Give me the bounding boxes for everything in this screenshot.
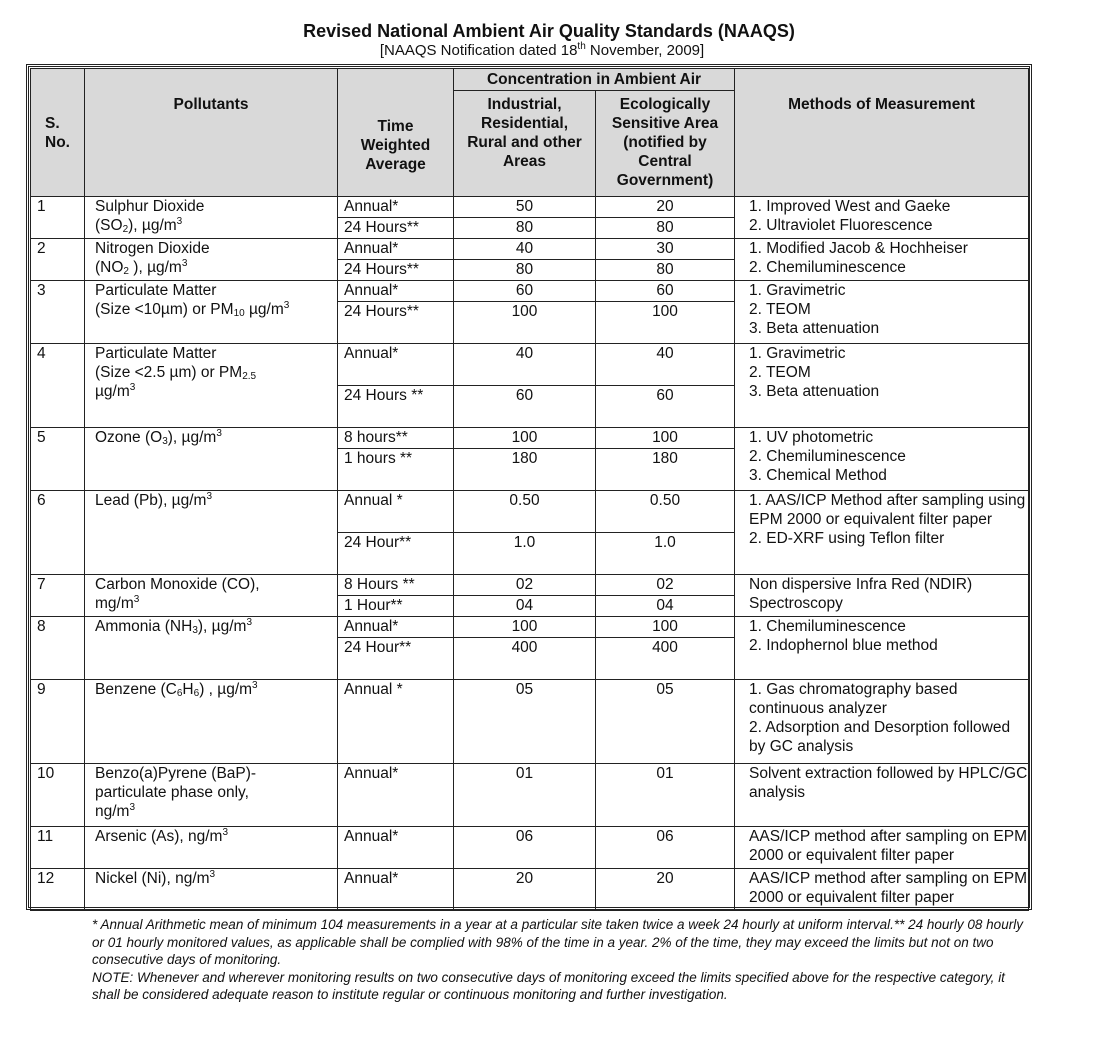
industrial-limit: 100 (454, 302, 596, 344)
time-weighted-average: 8 Hours ** (338, 575, 454, 596)
industrial-limit: 400 (454, 638, 596, 680)
time-weighted-average: 24 Hours** (338, 260, 454, 281)
pollutant-name-post: ), µg/m (167, 429, 217, 446)
method-item: 2. TEOM (749, 301, 811, 318)
time-weighted-average: 24 Hour** (338, 533, 454, 575)
ecological-limit: 20 (596, 869, 735, 911)
pollutant-name (85, 827, 338, 869)
pollutant-line2-sub: 10 (233, 308, 245, 319)
serial-number: 6 (31, 491, 85, 575)
pollutant-name (85, 764, 338, 827)
pollutant-name (85, 575, 338, 617)
table-row (31, 344, 1029, 386)
methods-list (745, 239, 1028, 277)
pollutant-name: Carbon Monoxide (CO), (95, 576, 260, 593)
industrial-limit: 02 (454, 575, 596, 596)
method-item: 2. ED-XRF using Teflon filter (749, 530, 945, 547)
method-item: 2. Adsorption and Desorption followed by GC analysis (749, 719, 1011, 755)
industrial-limit: 180 (454, 449, 596, 491)
table-row (31, 239, 1029, 260)
pollutant-name-pre: Lead (Pb), µg/m (95, 492, 207, 509)
table-row (31, 827, 1029, 869)
industrial-limit: 60 (454, 386, 596, 428)
pollutant-unit-sup: 3 (222, 827, 229, 838)
measurement-methods (735, 491, 1029, 575)
header-pollutants: Pollutants (85, 69, 338, 197)
serial-number: 2 (31, 239, 85, 281)
pollutant-unit-sup: 3 (133, 594, 140, 605)
pollutant-name-mid: H (182, 681, 194, 698)
method-item: AAS/ICP method after sampling on EPM 2000 or equivalent filter paper (749, 870, 1028, 906)
serial-number: 7 (31, 575, 85, 617)
pollutant-name-pre: Nickel (Ni), ng/m (95, 870, 210, 887)
table-row (31, 617, 1029, 638)
table-row (31, 575, 1029, 596)
time-weighted-average: Annual* (338, 827, 454, 869)
pollutant-line3-pre: ng/m (95, 803, 130, 820)
methods-list (745, 575, 1028, 613)
measurement-methods (735, 344, 1029, 428)
method-item: 1. Gravimetric (749, 282, 846, 299)
pollutant-name-pre: Benzene (C (95, 681, 177, 698)
pollutant-formula-post: ), µg/m (128, 259, 182, 276)
pollutant-name (85, 239, 338, 281)
time-weighted-average: 24 Hour** (338, 638, 454, 680)
pollutant-unit-sup: 3 (283, 300, 290, 311)
subtitle-pre: [NAAQS Notification dated 18 (379, 42, 578, 59)
ecological-limit: 180 (596, 449, 735, 491)
measurement-methods (735, 197, 1029, 239)
ecological-limit: 100 (596, 302, 735, 344)
industrial-limit: 04 (454, 596, 596, 617)
subtitle-sup: th (577, 41, 586, 52)
method-item: 1. Chemiluminescence (749, 618, 906, 635)
method-item: AAS/ICP method after sampling on EPM 2000 or equivalent filter paper (749, 828, 1028, 864)
industrial-limit: 05 (454, 680, 596, 764)
time-weighted-average: Annual* (338, 869, 454, 911)
pollutant-name: Sulphur Dioxide (95, 198, 205, 215)
time-weighted-average: 8 hours** (338, 428, 454, 449)
methods-list (745, 827, 1028, 865)
time-weighted-average: Annual* (338, 764, 454, 827)
measurement-methods (735, 617, 1029, 680)
pollutant-line2-pre: particulate phase only, (95, 784, 249, 801)
pollutant-line3-pre: µg/m (95, 383, 130, 400)
measurement-methods (735, 575, 1029, 617)
ecological-limit: 02 (596, 575, 735, 596)
table-row (31, 428, 1029, 449)
time-weighted-average: 24 Hours** (338, 218, 454, 239)
time-weighted-average: Annual* (338, 344, 454, 386)
ecological-limit: 60 (596, 281, 735, 302)
pollutant-unit-sup: 3 (246, 617, 252, 628)
pollutant-name: Particulate Matter (95, 282, 217, 299)
subtitle-post: November, 2009] (585, 42, 705, 59)
industrial-limit: 40 (454, 344, 596, 386)
pollutant-name (85, 281, 338, 344)
industrial-limit: 01 (454, 764, 596, 827)
pollutant-name-post: ), µg/m (197, 618, 247, 635)
method-item: 2. Ultraviolet Fluorescence (749, 217, 933, 234)
ecological-limit: 100 (596, 617, 735, 638)
pollutant-name (85, 344, 338, 428)
header-ecological: Ecologically Sensitive Area (notified by Central Government) (596, 91, 735, 197)
pollutant-formula-post: ), µg/m (128, 217, 177, 234)
pollutant-name: Benzo(a)Pyrene (BaP)- (95, 765, 257, 782)
pollutant-formula-pre: (NO (95, 259, 124, 276)
pollutant-name-pre: Arsenic (As), ng/m (95, 828, 223, 845)
methods-list (745, 428, 1028, 485)
time-weighted-average: Annual* (338, 239, 454, 260)
pollutant-name (85, 869, 338, 911)
time-weighted-average: Annual * (338, 680, 454, 764)
ecological-limit: 01 (596, 764, 735, 827)
serial-number: 3 (31, 281, 85, 344)
method-item: 3. Beta attenuation (749, 383, 880, 400)
footnotes (92, 916, 1032, 1004)
method-item: 2. Chemiluminescence (749, 259, 906, 276)
methods-list (745, 680, 1028, 756)
time-weighted-average: Annual* (338, 197, 454, 218)
pollutant-name-sub: 3 (162, 436, 168, 447)
notification-subtitle (0, 42, 1084, 60)
industrial-limit: 50 (454, 197, 596, 218)
pollutant-name (85, 680, 338, 764)
methods-list (745, 344, 1028, 401)
pollutant-line2-post: µg/m (244, 301, 284, 318)
table-row (31, 281, 1029, 302)
time-weighted-average: 1 Hour** (338, 596, 454, 617)
time-weighted-average: Annual* (338, 617, 454, 638)
industrial-limit: 60 (454, 281, 596, 302)
pollutant-name-pre: Ammonia (NH (95, 618, 193, 635)
methods-list (745, 197, 1028, 235)
pollutant-line2-sub: 2.5 (242, 371, 257, 382)
header-concentration: Concentration in Ambient Air (454, 69, 735, 91)
methods-list (745, 281, 1028, 338)
pollutant-name (85, 617, 338, 680)
methods-list (745, 764, 1028, 802)
ecological-limit: 05 (596, 680, 735, 764)
methods-list (745, 869, 1028, 907)
measurement-methods (735, 764, 1029, 827)
method-item: 2. TEOM (749, 364, 811, 381)
pollutant-name: Nitrogen Dioxide (95, 240, 210, 257)
industrial-limit: 100 (454, 428, 596, 449)
industrial-limit: 100 (454, 617, 596, 638)
pollutant-name: Particulate Matter (95, 345, 217, 362)
pollutant-unit-sup: 3 (216, 428, 222, 439)
pollutant-unit-sup: 3 (176, 216, 183, 227)
measurement-methods (735, 827, 1029, 869)
table-row (31, 764, 1029, 827)
header-methods: Methods of Measurement (735, 69, 1029, 197)
pollutant-unit-sup: 3 (129, 382, 136, 393)
table-row (31, 491, 1029, 533)
table-row (31, 869, 1029, 911)
ecological-limit: 06 (596, 827, 735, 869)
method-item: 1. UV photometric (749, 429, 874, 446)
pollutant-unit-sup: 3 (252, 680, 258, 691)
method-item: 1. Modified Jacob & Hochheiser (749, 240, 968, 257)
industrial-limit: 80 (454, 260, 596, 281)
ecological-limit: 20 (596, 197, 735, 218)
table-row (31, 197, 1029, 218)
serial-number: 5 (31, 428, 85, 491)
method-item: 1. Gravimetric (749, 345, 846, 362)
pollutant-line2-pre: (Size <10µm) or PM (95, 301, 234, 318)
ecological-limit: 80 (596, 260, 735, 281)
industrial-limit: 80 (454, 218, 596, 239)
method-item: 3. Chemical Method (749, 467, 887, 484)
serial-number: 9 (31, 680, 85, 764)
time-weighted-average: 24 Hours ** (338, 386, 454, 428)
ecological-limit: 0.50 (596, 491, 735, 533)
time-weighted-average: Annual * (338, 491, 454, 533)
pollutant-name-sub: 3 (192, 625, 198, 636)
serial-number: 1 (31, 197, 85, 239)
table-body (31, 197, 1029, 911)
header-sno: S. No. (31, 69, 85, 197)
methods-list (745, 617, 1028, 655)
industrial-limit: 06 (454, 827, 596, 869)
pollutant-unit-sup: 3 (209, 869, 216, 880)
industrial-limit: 0.50 (454, 491, 596, 533)
time-weighted-average: 24 Hours** (338, 302, 454, 344)
measurement-methods (735, 869, 1029, 911)
serial-number: 4 (31, 344, 85, 428)
pollutant-formula-pre: (SO (95, 217, 123, 234)
footnote-annual: * Annual Arithmetic mean of minimum 104 measurements in a year at a particular site taken twice a week 24 hourly at uniform interval.** 24 hourly 08 hourly or 01 hourly monitored values, as applicable shall be complied with 98% of the time in a year. 2% of the time, they may exceed the limits but not on two consecutive days of monitoring. (92, 917, 1023, 967)
table-row (31, 680, 1029, 764)
industrial-limit: 40 (454, 239, 596, 260)
serial-number: 8 (31, 617, 85, 680)
methods-list (745, 491, 1028, 548)
method-item: Solvent extraction followed by HPLC/GC analysis (749, 765, 1028, 801)
method-item: Non dispersive Infra Red (NDIR) Spectroscopy (749, 576, 973, 612)
method-item: 2. Chemiluminescence (749, 448, 906, 465)
ecological-limit: 400 (596, 638, 735, 680)
pollutant-name-sub2: 6 (193, 688, 200, 699)
pollutant-name-pre: Ozone (O (95, 429, 163, 446)
serial-number: 12 (31, 869, 85, 911)
time-weighted-average: Annual* (338, 281, 454, 302)
ecological-limit: 80 (596, 218, 735, 239)
measurement-methods (735, 428, 1029, 491)
industrial-limit: 20 (454, 869, 596, 911)
naaqs-table (30, 68, 1029, 911)
pollutant-unit-sup: 3 (129, 802, 136, 813)
method-item: 1. Gas chromatography based continuous analyzer (749, 681, 958, 717)
pollutant-name (85, 428, 338, 491)
measurement-methods (735, 680, 1029, 764)
method-item: 3. Beta attenuation (749, 320, 880, 337)
ecological-limit: 1.0 (596, 533, 735, 575)
ecological-limit: 04 (596, 596, 735, 617)
pollutant-unit-sup: 3 (181, 258, 188, 269)
measurement-methods (735, 281, 1029, 344)
ecological-limit: 40 (596, 344, 735, 386)
pollutant-name (85, 197, 338, 239)
method-item: 2. Indophernol blue method (749, 637, 938, 654)
pollutant-formula-sub: 2 (123, 266, 129, 277)
serial-number: 10 (31, 764, 85, 827)
method-item: 1. Improved West and Gaeke (749, 198, 951, 215)
header-time-weighted-average: Time Weighted Average (338, 69, 454, 197)
pollutant-name-post: ) , µg/m (199, 681, 253, 698)
header-industrial: Industrial, Residential, Rural and other Areas (454, 91, 596, 197)
serial-number: 11 (31, 827, 85, 869)
footnote-note: NOTE: Whenever and wherever monitoring results on two consecutive days of monitoring exceed the limits specified above for the respective category, it shall be considered adequate reason to institute regular or continuous monitoring and further investigation. (92, 969, 1005, 1002)
industrial-limit: 1.0 (454, 533, 596, 575)
pollutant-line2-pre: mg/m (95, 595, 134, 612)
pollutant-line2-pre: (Size <2.5 µm) or PM (95, 364, 243, 381)
measurement-methods (735, 239, 1029, 281)
pollutant-name-sub: 6 (176, 688, 183, 699)
pollutant-unit-sup: 3 (206, 491, 213, 502)
ecological-limit: 30 (596, 239, 735, 260)
method-item: 1. AAS/ICP Method after sampling using EPM 2000 or equivalent filter paper (749, 492, 1026, 528)
pollutant-name (85, 491, 338, 575)
ecological-limit: 100 (596, 428, 735, 449)
time-weighted-average: 1 hours ** (338, 449, 454, 491)
ecological-limit: 60 (596, 386, 735, 428)
page-title: Revised National Ambient Air Quality Standards (NAAQS) (303, 21, 795, 41)
pollutant-formula-sub: 2 (122, 224, 129, 235)
